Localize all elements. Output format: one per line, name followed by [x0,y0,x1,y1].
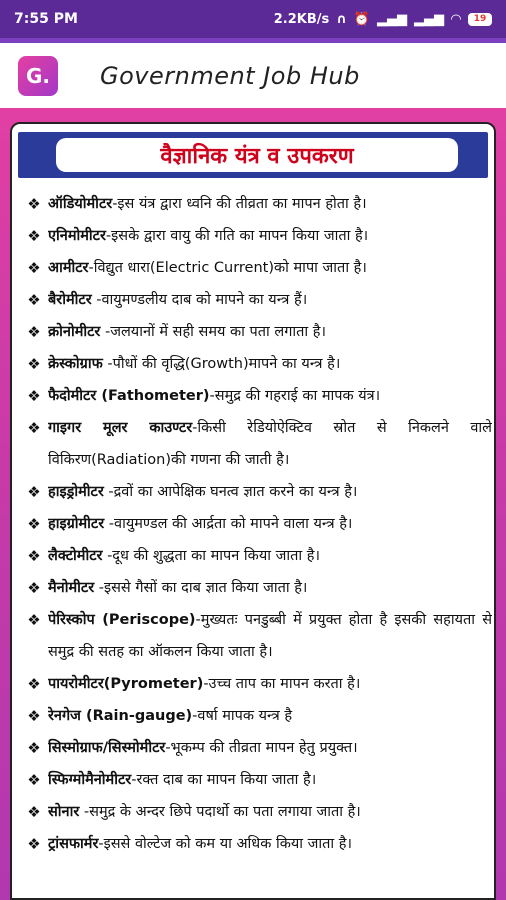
item-desc: -समुद्र की गहराई का मापक यंत्र। [209,388,381,404]
item-term: एनिमोमीटर [48,228,106,244]
item-desc: -वर्षा मापक यन्त्र है [192,708,293,724]
item-term: स्फिग्मोमैनोमीटर [48,772,132,788]
item-desc: -पौधों की वृद्धि(Growth)मापने का यन्त्र है। [102,356,341,372]
diamond-bullet-icon: ❖ [27,323,41,341]
signal-icon-2: ▂▄▆ [414,11,444,27]
list-item [12,252,496,284]
list-item [12,284,496,316]
diamond-bullet-icon: ❖ [27,227,41,245]
item-desc: -जलयानों में सही समय का पता लगाता है। [100,324,326,340]
item-desc: -समुद्र के अन्दर छिपे पदार्थो का पता लगाया जाता है। [79,804,361,820]
item-term: ऑडियोमीटर [48,196,113,212]
list-item [12,732,496,764]
item-desc: -इस यंत्र द्वारा ध्वनि की तीव्रता का मापन होता है। [112,196,367,212]
list-item [12,764,496,796]
list-item [12,572,496,604]
item-term: पायरोमीटर(Pyrometer) [48,676,204,692]
item-term: आमीटर [48,260,89,276]
diamond-bullet-icon: ❖ [27,547,41,565]
item-term: हाइग्रोमीटर [48,516,105,532]
item-term: हाइड्रोमीटर [48,484,104,500]
list-item [12,348,496,380]
list-item [12,604,496,668]
item-desc: -द्रवों का आपेक्षिक घनत्व ज्ञात करने का यन्त्र है। [103,484,358,500]
page-heading: वैज्ञानिक यंत्र व उपकरण [56,138,458,172]
list-item [12,316,496,348]
item-term: पेरिस्कोप (Periscope) [48,612,196,628]
item-term: सिस्मोग्राफ/सिस्मोमीटर [48,740,166,756]
status-time: 7:55 PM [14,11,78,27]
item-desc: -विद्युत धारा(Electric Current)को मापा जाता है। [88,260,367,276]
wifi-icon: ◠ [451,11,461,27]
signal-icon: ▂▄▆ [377,11,407,27]
diamond-bullet-icon: ❖ [27,803,41,821]
list-item [12,380,496,412]
item-desc: -मुख्यतः पनडुब्बी में प्रयुक्त होता है इसकी सहायता से समुद्र की सतह का ऑकलन किया जाता है। [48,612,492,660]
diamond-bullet-icon: ❖ [27,835,41,853]
item-term: बैरोमीटर [48,292,92,308]
item-desc: -इससे गैसों का दाब ज्ञात किया जाता है। [94,580,308,596]
diamond-bullet-icon: ❖ [27,259,41,277]
list-item [12,188,496,220]
network-speed: 2.2KB/s [273,11,330,27]
item-desc: -दूध की शुद्धता का मापन किया जाता है। [102,548,320,564]
list-item [12,476,496,508]
headphone-icon: ∩ [336,11,347,27]
item-term: रेनगेज (Rain-gauge) [48,708,193,724]
diamond-bullet-icon: ❖ [27,355,41,373]
list-item [12,668,496,700]
app-logo[interactable]: G. [18,56,58,96]
item-desc: -इससे वोल्टेज को कम या अधिक किया जाता है। [98,836,352,852]
item-desc: -भूकम्प की तीव्रता मापन हेतु प्रयुक्त। [165,740,358,756]
list-item [12,700,496,732]
item-desc: -किसी रेडियोऐक्टिव स्रोत से निकलने वाले विकिरण(Radiation)की गणना की जाती है। [48,420,492,468]
diamond-bullet-icon: ❖ [27,611,41,629]
list-item [12,828,496,860]
diamond-bullet-icon: ❖ [27,771,41,789]
alarm-icon: ⏰ [353,11,370,27]
list-item [12,540,496,572]
item-term: क्रोनोमीटर [48,324,101,340]
list-item [12,220,496,252]
heading-band [18,132,488,178]
battery-icon: 19 [468,13,492,26]
app-title: Government Job Hub [100,61,360,90]
diamond-bullet-icon: ❖ [27,419,41,437]
item-term: फैदोमीटर (Fathometer) [48,388,210,404]
item-term: गाइगर मूलर काउण्टर [48,420,193,436]
diamond-bullet-icon: ❖ [27,579,41,597]
diamond-bullet-icon: ❖ [27,675,41,693]
diamond-bullet-icon: ❖ [27,387,41,405]
status-bar [0,0,506,38]
item-term: ट्रांसफार्मर [48,836,99,852]
item-desc: -वायुमण्डलीय दाब को मापने का यन्त्र हैं। [91,292,308,308]
list-item [12,508,496,540]
item-term: लैक्टोमीटर [48,548,103,564]
instrument-list [12,188,496,860]
content-area [0,108,506,900]
item-desc: -रक्त दाब का मापन किया जाता है। [131,772,317,788]
item-desc: -इसके द्वारा वायु की गति का मापन किया जाता है। [105,228,369,244]
article-card [10,122,496,900]
item-desc: -वायुमण्डल की आर्द्रता को मापने वाला यन्त्र है। [104,516,353,532]
item-term: मैनोमीटर [48,580,95,596]
status-icons [274,12,492,27]
diamond-bullet-icon: ❖ [27,195,41,213]
list-item [12,796,496,828]
diamond-bullet-icon: ❖ [27,483,41,501]
item-desc: -उच्च ताप का मापन करता है। [203,676,361,692]
diamond-bullet-icon: ❖ [27,739,41,757]
diamond-bullet-icon: ❖ [27,515,41,533]
diamond-bullet-icon: ❖ [27,291,41,309]
item-term: सोनार [48,804,80,820]
app-bar [0,38,506,108]
diamond-bullet-icon: ❖ [27,707,41,725]
item-term: क्रेस्कोग्राफ [48,356,103,372]
list-item [12,412,496,476]
